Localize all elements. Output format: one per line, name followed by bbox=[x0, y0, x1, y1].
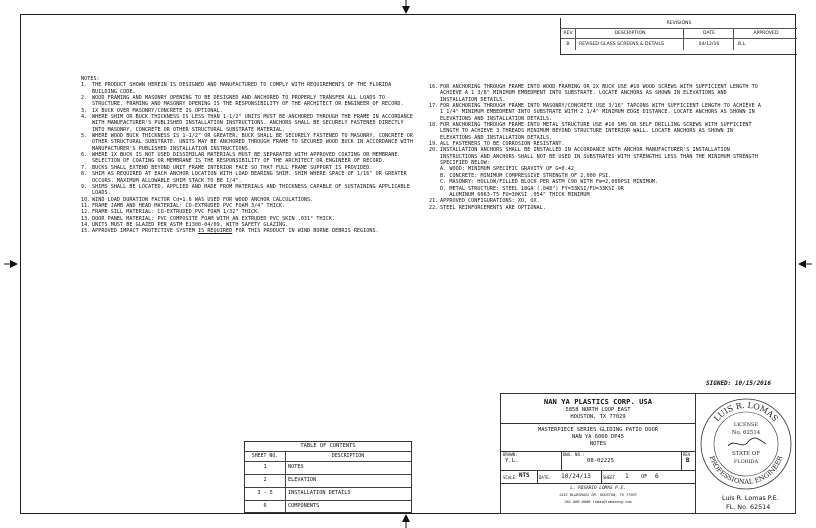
note-8 bbox=[81, 171, 417, 184]
toc-description: COMPONENTS bbox=[288, 503, 320, 509]
toc-sheet-number: 1 bbox=[263, 464, 267, 470]
company-address-1: 5858 NORTH LOOP EAST bbox=[565, 407, 631, 413]
note-15 bbox=[81, 228, 417, 234]
note-15-post: FOR THIS PRODUCT IN WIND BORNE DEBRIS REGIONS. bbox=[232, 228, 379, 235]
note-12-text: FRAME SILL MATERIAL: CO-EXTRUDED PVC FOAM 1/32" THICK. bbox=[92, 209, 261, 216]
note-20-sub-item: ALUMINUM 6063-T5 FU=30KSI .054" THICK MINIMUM bbox=[440, 191, 590, 198]
dwg-no-label: DWG. NO.: bbox=[563, 452, 585, 457]
note-9-text: SHIMS SHALL BE LOCATED, APPLIED AND MADE FROM MATERIALS AND THICKNESS CAPABLE OF SUSTAINING APPLICABLE LOADS. bbox=[92, 183, 410, 197]
signed-date: SIGNED: 10/15/2016 bbox=[706, 380, 772, 387]
note-20-sublist bbox=[429, 166, 763, 198]
note-4-number: 4. bbox=[81, 114, 88, 121]
note-2-number: 2. bbox=[81, 95, 88, 102]
sheet-label: SHEET bbox=[603, 475, 616, 480]
drawn-label: DRAWN: bbox=[503, 452, 518, 457]
date-label: DATE: bbox=[539, 475, 552, 480]
signature-name: Luis R. Lomas P.E. bbox=[722, 494, 779, 502]
note-15-pre: APPROVED IMPACT PROTECTIVE SYSTEM bbox=[92, 228, 198, 235]
note-22-number: 22. bbox=[429, 204, 439, 211]
note-16 bbox=[429, 84, 763, 103]
engineer-address-line: 1432 BLUEGRASS DR. HOUSTON, TX 77057 bbox=[559, 493, 637, 497]
seal-top-arc: LUIS R. LOMAS bbox=[712, 400, 780, 424]
note-7-number: 7. bbox=[81, 164, 88, 171]
revision-date: 04/12/16 bbox=[683, 38, 734, 50]
note-15-text bbox=[92, 228, 417, 234]
note-2-text: WOOD FRAMING AND MASONRY OPENING TO BE DESIGNED AND ANCHORED TO PROPERLY TRANSFER ALL LOADS TO STRUCTURE. FRAMING AND MASONRY OPENING IS THE RESPONSIBILITY OF THE ARCHITECT OR ENGINEER OF RECORD. bbox=[92, 95, 404, 108]
approved-col-header: APPROVED bbox=[733, 28, 798, 38]
note-17-text: FOR ANCHORING THROUGH FRAME INTO MASONRY/CONCRETE USE 3/16" TAPCONS WITH SUFFICIENT LENGTH TO ACHIEVE A 1 1/4" MINIMUM EMBEDMENT INTO SUBSTRATE WITH 2 1/4" MINIMUM EDGE DISTANCE. LOCATE ANCHORS AS SHOWN IN ELEVATIONS AND INSTALLATION DETAILS. bbox=[440, 103, 762, 122]
note-13-number: 13. bbox=[81, 215, 91, 222]
note-11-text: FRAME JAMB AND HEAD MATERIAL: CO-EXTRUDED PVC FOAM 3/4" THICK. bbox=[92, 202, 286, 209]
note-8-number: 8. bbox=[81, 171, 88, 178]
note-20-sub-item: B. CONCRETE: MINIMUM COMPRESSIVE STRENGTH OF 2,000 PSI. bbox=[440, 172, 612, 179]
seal-state: STATE OF bbox=[732, 451, 760, 457]
of-value: 6 bbox=[655, 473, 659, 480]
note-17-number: 17. bbox=[429, 103, 439, 110]
note-13-text: DOOR PANEL MATERIAL: PVC COMPOSITE FOAM WITH AN EXTRUDED PVC SKIN .031" THICK. bbox=[92, 215, 336, 222]
seal-signature-mark bbox=[728, 438, 766, 446]
note-10-number: 10. bbox=[81, 196, 91, 203]
revisions-table bbox=[560, 18, 797, 55]
dwg-no-value: 08-02225 bbox=[587, 458, 614, 464]
note-11-number: 11. bbox=[81, 202, 91, 209]
toc-description: NOTES bbox=[288, 464, 304, 470]
note-9 bbox=[81, 184, 417, 197]
date-value: 10/24/13 bbox=[561, 473, 591, 480]
toc-sheet-number: 3 - 5 bbox=[257, 490, 273, 496]
product-line-2: NAN YA 6060 DP45 bbox=[572, 434, 624, 440]
note-20-text: INSTALLATION ANCHORS SHALL BE INSTALLED IN ACCORDANCE WITH ANCHOR MANUFACTURER'S INSTALLATION INSTRUCTIONS AND ANCHORS SHALL NOT BE USED IN SUBSTRATES WITH STRENGTHS LESS THAN THE MINIMUM STRENGTH SPECIFIED BELOW: bbox=[440, 147, 758, 167]
of-label: OF bbox=[641, 474, 648, 480]
note-3-number: 3. bbox=[81, 107, 88, 114]
note-22 bbox=[429, 205, 763, 211]
note-18-text: FOR ANCHORING THROUGH FRAME INTO METAL STRUCTURE USE #10 SMS OR SELF DRILLING SCREWS WITH SUFFICIENT LENGTH TO ACHIEVE 3 THREADS MINIMUM BEYOND STRUCTURE INTERIOR WALL. LOCATE ANCHORS AS SHOWN IN ELEVATIONS AND INSTALLATION DETAILS. bbox=[440, 122, 752, 141]
note-5-number: 5. bbox=[81, 133, 88, 140]
title-block bbox=[500, 393, 696, 514]
note-19-number: 19. bbox=[429, 141, 439, 148]
note-2 bbox=[81, 95, 417, 108]
notes-left-column bbox=[81, 76, 417, 235]
note-1-text: THE PRODUCT SHOWN HEREIN IS DESIGNED AND MANUFACTURED TO COMPLY WITH REQUIREMENTS OF THE FLORIDA BUILDING CODE. bbox=[92, 82, 392, 95]
note-18-number: 18. bbox=[429, 122, 439, 129]
notes-left-list bbox=[81, 82, 417, 228]
seal-bottom-arc: PROFESSIONAL ENGINEER bbox=[707, 454, 785, 487]
note-16-text: FOR ANCHORING THROUGH FRAME INTO WOOD FRAMING OR 2X BUCK USE #10 WOOD SCREWS WITH SUFFICIENT LENGTH TO ACHIEVE A 1 3/8" MINIMUM EMBEDMENT INTO SUBSTRATE. LOCATE ANCHORS AS SHOWN IN ELEVATIONS AND INSTALLATION DETAILS. bbox=[440, 84, 758, 103]
note-14-number: 14. bbox=[81, 221, 91, 228]
scale-label: SCALE: bbox=[503, 475, 518, 480]
note-4 bbox=[81, 114, 417, 133]
pe-seal bbox=[698, 396, 794, 492]
note-1-number: 1. bbox=[81, 82, 88, 89]
bottom-center-arrow bbox=[402, 514, 410, 522]
note-5-text: WHERE WOOD BUCK THICKNESS IS 1-1/2" OR GREATER, BUCK SHALL BE SECURELY FASTENED TO MASONRY, CONCRETE OR OTHER STRUCTURAL SUBSTRATE. UNITS MAY BE ANCHORED THROUGH FRAME TO SECURED WOOD BUCK IN ACCORDANCE WITH MANUFACTURER'S PUBLISHED INSTALLATION INSTRUCTIONS. bbox=[92, 133, 414, 152]
table-of-contents bbox=[244, 441, 412, 513]
right-center-arrow bbox=[798, 260, 806, 268]
note-20 bbox=[429, 147, 763, 166]
company-address-2: HOUSTON, TX 77029 bbox=[570, 414, 626, 420]
toc-sheet-number: 2 bbox=[263, 477, 267, 483]
toc-sheet-number: 6 bbox=[263, 503, 267, 509]
note-17 bbox=[429, 103, 763, 122]
revision-approved: B.L. bbox=[733, 38, 802, 50]
notes-right-column bbox=[429, 84, 763, 211]
note-15-underlined: IS REQUIRED bbox=[197, 228, 233, 235]
notes-right-tail bbox=[429, 198, 763, 211]
rev-label: REV bbox=[683, 452, 691, 457]
note-20-sub-item: C. MASONRY: HOLLOW/FILLED BLOCK PER ASTM C90 WITH Fm=2,000PSI MINIMUM. bbox=[440, 179, 659, 186]
note-20-sub-item: D. METAL STRUCTURE: STEEL 18GA (.048") FY=33KSI/FU=33KSI OR bbox=[440, 185, 624, 192]
note-7-text: BUCKS SHALL EXTEND BEYOND UNIT FRAME INTERIOR FACE SO THAT FULL FRAME SUPPORT IS PROVIDED. bbox=[92, 164, 373, 171]
note-19-text: ALL FASTENERS TO BE CORROSION RESISTANT. bbox=[440, 141, 565, 148]
scale-value: NTS bbox=[519, 473, 530, 479]
note-6 bbox=[81, 152, 417, 165]
note-5 bbox=[81, 133, 417, 152]
note-20-number: 20. bbox=[429, 147, 439, 154]
signature-license: FL. No. 62514 bbox=[726, 503, 771, 511]
toc-title: TABLE OF CONTENTS bbox=[300, 443, 356, 449]
note-20-sub-item: A. WOOD: MINIMUM SPECIFIC GRAVITY OF G=0.42 bbox=[440, 166, 575, 173]
drawn-value: Y.L. bbox=[505, 458, 519, 464]
toc-description: ELEVATION bbox=[288, 477, 317, 483]
seal-license: LICENSE bbox=[733, 422, 759, 428]
note-18 bbox=[429, 122, 763, 141]
product-line-3: NOTES bbox=[589, 441, 607, 447]
toc-description: INSTALLATION DETAILS bbox=[288, 490, 351, 496]
note-14-text: UNITS MUST BE GLAZED PER ASTM E1300-04/09, WITH SAFETY GLAZING. bbox=[92, 221, 289, 228]
revision-description: REVISED GLASS SCREENS & DETAILS bbox=[575, 38, 687, 50]
seal-florida: FLORIDA bbox=[733, 459, 759, 465]
notes-right-list bbox=[429, 84, 763, 166]
left-center-arrow bbox=[10, 260, 18, 268]
note-21-number: 21. bbox=[429, 198, 439, 205]
note-15-number: 15. bbox=[81, 228, 91, 235]
note-16-number: 16. bbox=[429, 84, 439, 90]
note-22-text: STEEL REINFORCEMENTS ARE OPTIONAL. bbox=[440, 204, 546, 211]
product-line-1: MASTERPIECE SERIES GLIDING PATIO DOOR bbox=[537, 427, 659, 433]
engineer-contact-line: 281-000-0000 lomas@lomaseng.com bbox=[564, 500, 632, 504]
date-col-header: DATE bbox=[683, 28, 734, 38]
note-4-text: WHERE SHIM OR BUCK THICKNESS IS LESS THAN 1-1/2" UNITS MUST BE ANCHORED THROUGH THE FRAME IN ACCORDANCE WITH MANUFACTURER'S PUBLISHED INSTALLATION INSTRUCTIONS. ANCHORS SHALL BE SECURELY FASTENED DIRECTLY INTO MASONRY, CONCRETE OR OTHER STRUCTURAL SUBSTRATE MATERIAL. bbox=[92, 114, 414, 133]
rev-value: B bbox=[686, 458, 690, 464]
seal-number: No. 62514 bbox=[731, 430, 761, 436]
revision-row bbox=[561, 38, 797, 50]
note-21-text: APPROVED CONFIGURATIONS: XO, OX. bbox=[440, 198, 540, 205]
sheet-value: 1 bbox=[625, 473, 629, 480]
revision-rev: B bbox=[566, 41, 570, 47]
note-8-text: SHIM AS REQUIRED AT EACH ANCHOR LOCATION WITH LOAD BEARING SHIM. SHIM WHERE SPACE OF 1/16" OR GREATER OCCURS. MAXIMUM ALLOWABLE SHIM STACK TO BE 1/4". bbox=[92, 171, 407, 184]
rev-col-header: REV bbox=[563, 30, 573, 36]
notes-title: NOTES: bbox=[81, 76, 100, 82]
engineer-name-line: L. ROSARIO LOMAS P.E. bbox=[570, 486, 626, 491]
note-9-number: 9. bbox=[81, 183, 88, 190]
seal-box bbox=[696, 393, 796, 514]
note-10-text: WIND LOAD DURATION FACTOR Cd=1.6 WAS USED FOR WOOD ANCHOR CALCULATIONS. bbox=[92, 196, 314, 203]
top-center-arrow bbox=[402, 6, 410, 14]
note-6-text: WHERE 1X BUCK IS NOT USED DISSIMILAR MATERIALS MUST BE SEPARATED WITH APPROVED COATING OR MEMBRANE. SELECTION OF COATING OR MEMBRANE IS THE RESPONSIBILITY OF THE ARCHITECT OR ENGINEER OF RECORD. bbox=[92, 152, 401, 165]
note-3-text: 1X BUCK OVER MASONRY/CONCRETE IS OPTIONAL. bbox=[92, 107, 223, 114]
note-12-number: 12. bbox=[81, 209, 91, 216]
toc-sheet-header: SHEET NO. bbox=[251, 453, 279, 459]
toc-desc-header: DESCRIPTION bbox=[331, 453, 365, 459]
revisions-header: REVISIONS bbox=[666, 20, 692, 26]
company-name: NAN YA PLASTICS CORP. USA bbox=[543, 397, 653, 406]
description-col-header: DESCRIPTION bbox=[575, 28, 684, 38]
note-1 bbox=[81, 82, 417, 95]
note-6-number: 6. bbox=[81, 152, 88, 159]
